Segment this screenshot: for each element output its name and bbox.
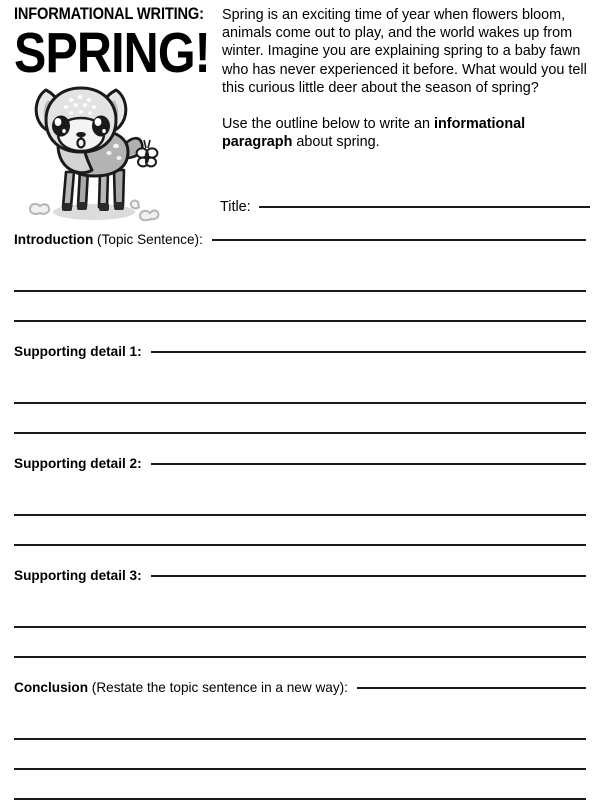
section-write-line[interactable]: [151, 463, 586, 465]
section-spacer: [0, 322, 600, 344]
outline-section: [0, 344, 600, 434]
intro-paragraph-instruction: [222, 115, 590, 151]
section-write-line[interactable]: [14, 768, 586, 770]
instruction-suffix: about spring.: [292, 134, 380, 151]
section-write-line[interactable]: [14, 656, 586, 658]
section-write-line[interactable]: [14, 514, 586, 516]
section-write-line[interactable]: [14, 626, 586, 628]
section-label-strong: Conclusion: [14, 680, 89, 695]
section-label: [14, 568, 142, 584]
section-label-strong: Supporting detail 2:: [14, 456, 142, 471]
section-write-line[interactable]: [14, 290, 586, 292]
section-write-line[interactable]: [212, 239, 586, 241]
section-label: [14, 456, 142, 472]
outline-section: [0, 568, 600, 658]
title-input-line[interactable]: [259, 206, 590, 208]
section-write-line[interactable]: [151, 351, 586, 353]
worksheet-header: [0, 0, 600, 232]
section-write-line[interactable]: [14, 320, 586, 322]
section-head: [14, 568, 586, 598]
section-label-strong: Introduction: [14, 232, 94, 247]
section-label-strong: Supporting detail 3:: [14, 568, 142, 583]
title-field-label: Title:: [220, 199, 251, 215]
section-label: [14, 232, 203, 248]
section-label-strong: Supporting detail 1:: [14, 344, 142, 359]
section-head: [14, 232, 586, 262]
section-write-line[interactable]: [14, 544, 586, 546]
section-spacer: [0, 434, 600, 456]
outline-section: [0, 232, 600, 322]
instruction-emphasis: informational paragraph: [222, 116, 526, 151]
section-write-line[interactable]: [14, 402, 586, 404]
section-spacer: [0, 546, 600, 568]
baby-deer-fawn-illustration: [16, 74, 186, 226]
section-write-line[interactable]: [357, 687, 586, 689]
outline-sections: [0, 232, 600, 800]
section-write-line[interactable]: [151, 575, 586, 577]
worksheet-main-title: SPRING!: [14, 21, 210, 85]
section-label-rest: (Topic Sentence):: [93, 232, 203, 247]
title-field-row: [220, 198, 590, 216]
section-spacer: [0, 658, 600, 680]
section-label: [14, 344, 142, 360]
outline-section: [0, 680, 600, 800]
intro-paragraph-prompt: Spring is an exciting time of year when flowers bloom, animals come out to play, and the world wakes up from winter. Imagine you are explaining spring to a baby fawn who has never experienced it before. What would you tell this curious little deer about the season of spring?: [222, 7, 587, 96]
section-head: [14, 680, 586, 710]
outline-section: [0, 456, 600, 546]
section-label-rest: (Restate the topic sentence in a new way):: [88, 680, 348, 695]
title-block: [14, 4, 210, 85]
section-head: [14, 344, 586, 374]
section-write-line[interactable]: [14, 738, 586, 740]
section-write-line[interactable]: [14, 432, 586, 434]
intro-text-block: [222, 6, 590, 151]
section-label: [14, 680, 348, 696]
instruction-prefix: Use the outline below to write an: [222, 116, 434, 133]
section-head: [14, 456, 586, 486]
worksheet-eyebrow-title: INFORMATIONAL WRITING:: [14, 4, 204, 23]
